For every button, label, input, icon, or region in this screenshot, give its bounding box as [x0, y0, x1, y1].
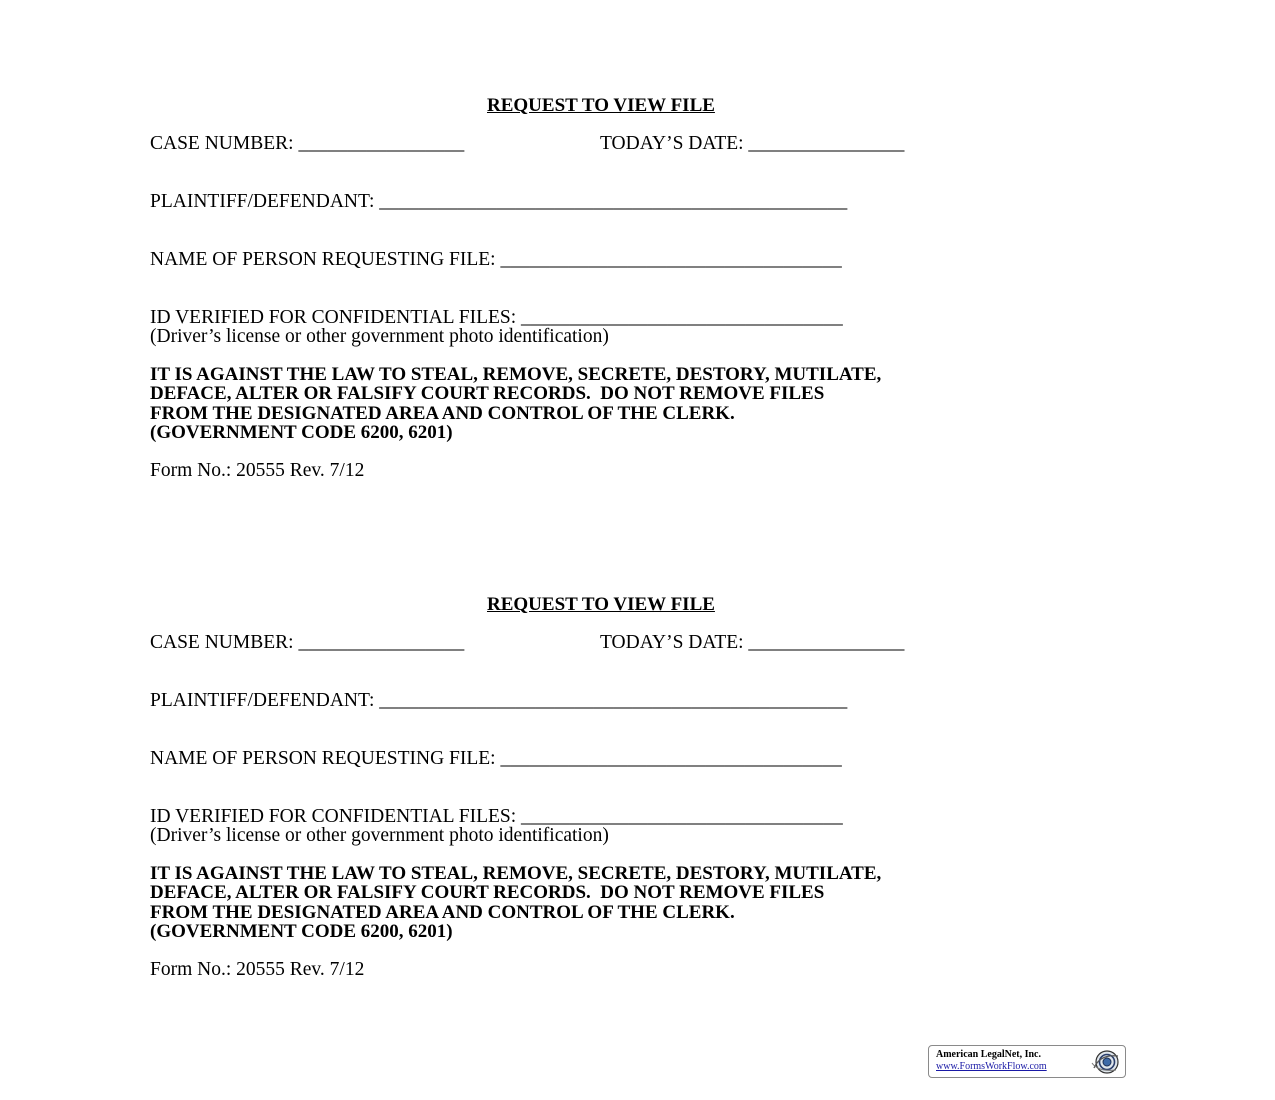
- globe-logo-icon: [1088, 1048, 1122, 1075]
- case-number-field: CASE NUMBER: _________________: [150, 632, 465, 653]
- american-legalnet-badge[interactable]: [928, 1045, 1126, 1078]
- request-form-1: [150, 96, 1140, 496]
- id-note: (Driver’s license or other government photo identification): [150, 825, 609, 846]
- case-number-field: CASE NUMBER: _________________: [150, 133, 465, 154]
- legal-warning: [150, 864, 881, 942]
- website-link[interactable]: www.FormsWorkFlow.com: [936, 1061, 1047, 1072]
- todays-date-field: TODAY’S DATE: ________________: [600, 133, 905, 154]
- form-title: REQUEST TO VIEW FILE: [487, 95, 715, 116]
- plaintiff-defendant-field: PLAINTIFF/DEFENDANT: ________________________________________________: [150, 191, 848, 212]
- warning-line: (GOVERNMENT CODE 6200, 6201): [150, 921, 453, 943]
- request-form-2: [150, 595, 1140, 995]
- legal-warning: [150, 365, 881, 443]
- name-requesting-field: NAME OF PERSON REQUESTING FILE: ___________________________________: [150, 748, 842, 769]
- warning-line: IT IS AGAINST THE LAW TO STEAL, REMOVE, SECRETE, DESTORY, MUTILATE,: [150, 863, 882, 884]
- plaintiff-defendant-field: PLAINTIFF/DEFENDANT: ________________________________________________: [150, 690, 848, 711]
- form-number: Form No.: 20555 Rev. 7/12: [150, 959, 365, 980]
- id-verified-field: ID VERIFIED FOR CONFIDENTIAL FILES: _________________________________: [150, 806, 843, 827]
- id-verified-field: ID VERIFIED FOR CONFIDENTIAL FILES: _________________________________: [150, 307, 843, 328]
- warning-line: FROM THE DESIGNATED AREA AND CONTROL OF THE CLERK.: [150, 901, 735, 923]
- warning-line: FROM THE DESIGNATED AREA AND CONTROL OF THE CLERK.: [150, 402, 735, 424]
- id-note: (Driver’s license or other government photo identification): [150, 326, 609, 347]
- form-title: REQUEST TO VIEW FILE: [487, 594, 715, 615]
- todays-date-field: TODAY’S DATE: ________________: [600, 632, 905, 653]
- warning-line: DEFACE, ALTER OR FALSIFY COURT RECORDS. DO NOT REMOVE FILES: [150, 882, 825, 904]
- warning-line: DEFACE, ALTER OR FALSIFY COURT RECORDS. DO NOT REMOVE FILES: [150, 383, 825, 405]
- name-requesting-field: NAME OF PERSON REQUESTING FILE: ___________________________________: [150, 249, 842, 270]
- warning-line: (GOVERNMENT CODE 6200, 6201): [150, 422, 453, 444]
- warning-line: IT IS AGAINST THE LAW TO STEAL, REMOVE, SECRETE, DESTORY, MUTILATE,: [150, 364, 882, 385]
- form-number: Form No.: 20555 Rev. 7/12: [150, 460, 365, 481]
- company-name: American LegalNet, Inc.: [936, 1049, 1041, 1060]
